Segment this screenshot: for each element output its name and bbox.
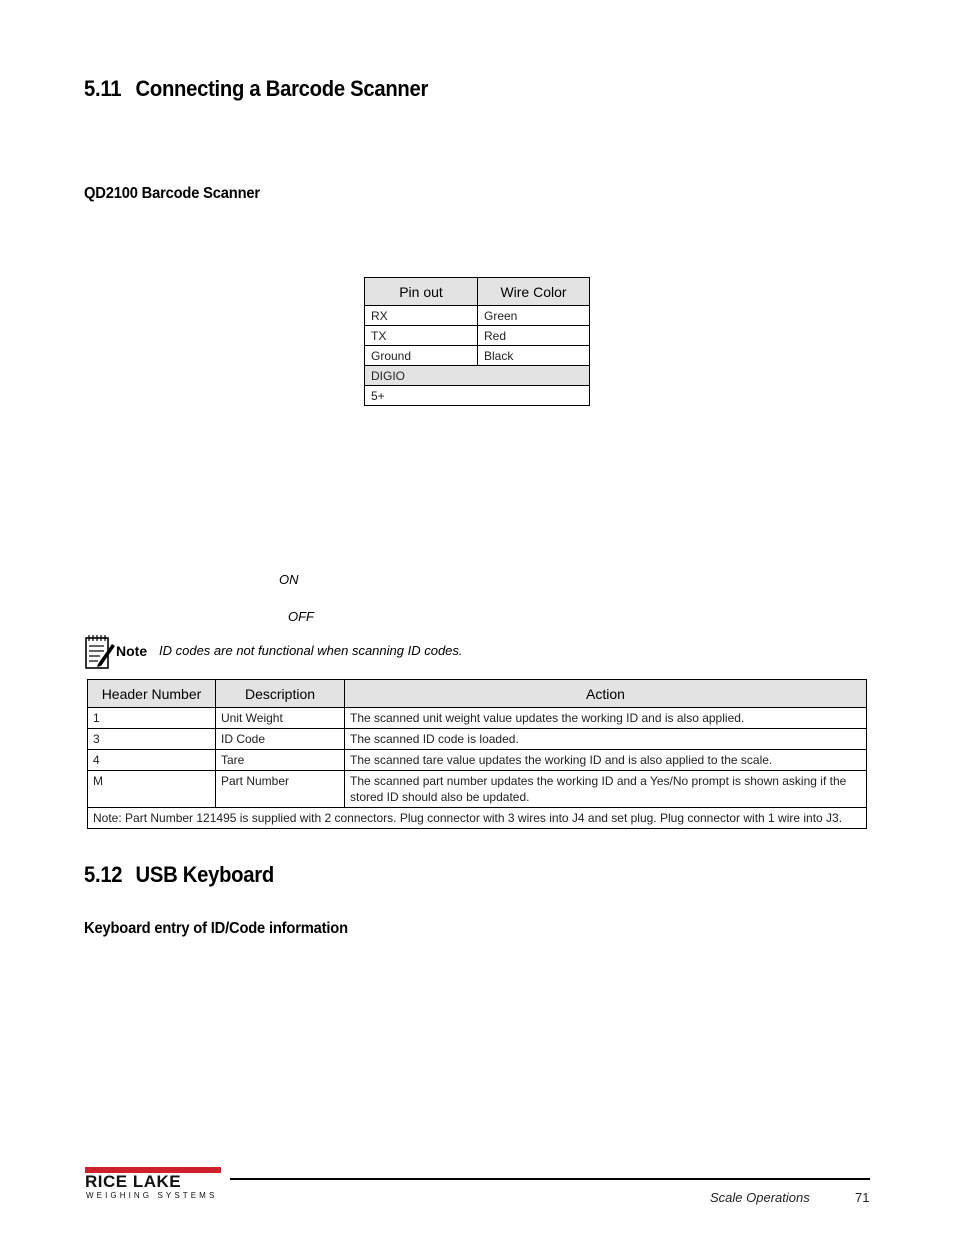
table-cell: ID Code [216, 729, 345, 750]
table-cell: The scanned part number updates the working ID and a Yes/No prompt is shown asking if the stored ID should also be updated. [345, 771, 867, 808]
logo-sub: WEIGHING SYSTEMS [86, 1191, 218, 1200]
note-icon [84, 634, 116, 670]
pinout-cell: TX [365, 326, 478, 346]
pinout-header-color: Wire Color [478, 278, 590, 306]
header-col-description: Description [216, 680, 345, 708]
section-title: USB Keyboard [135, 862, 274, 887]
pinout-cell: 5+ [365, 386, 590, 406]
table-cell: 1 [88, 708, 216, 729]
note-label: Note [116, 643, 148, 659]
table-cell: M [88, 771, 216, 808]
page-number: 71 [855, 1190, 870, 1205]
pinout-row [365, 326, 590, 346]
section-heading-5-12 [84, 862, 274, 888]
section-number: 5.12 [84, 862, 123, 887]
subheading-keyboard: Keyboard entry of ID/Code information [84, 920, 348, 937]
pinout-cell: Black [478, 346, 590, 366]
pinout-cell: Green [478, 306, 590, 326]
table-row [88, 729, 867, 750]
table-cell: 4 [88, 750, 216, 771]
section-number: 5.11 [84, 76, 122, 101]
table-cell: 3 [88, 729, 216, 750]
table-footnote-row [88, 808, 867, 829]
pinout-cell: DIGIO [365, 366, 590, 386]
pinout-row [365, 386, 590, 406]
on-label: ON [279, 572, 299, 587]
pinout-header-pin: Pin out [365, 278, 478, 306]
pinout-cell: RX [365, 306, 478, 326]
table-row [88, 750, 867, 771]
off-label: OFF [288, 609, 314, 624]
logo-main: RICE LAKE [85, 1172, 182, 1191]
table-cell: Unit Weight [216, 708, 345, 729]
table-cell: Part Number [216, 771, 345, 808]
table-cell: The scanned tare value updates the working ID and is also applied to the scale. [345, 750, 867, 771]
pinout-cell: Ground [365, 346, 478, 366]
pinout-cell: Red [478, 326, 590, 346]
table-cell: Tare [216, 750, 345, 771]
section-heading-5-11 [84, 76, 428, 102]
table-row [88, 771, 867, 808]
pinout-row [365, 346, 590, 366]
footer-section: Scale Operations [710, 1190, 810, 1205]
table-cell: The scanned ID code is loaded. [345, 729, 867, 750]
footer-rule [230, 1178, 870, 1180]
section-title: Connecting a Barcode Scanner [135, 76, 429, 101]
table-cell: The scanned unit weight value updates the working ID and is also applied. [345, 708, 867, 729]
pinout-header-row [365, 278, 590, 306]
note-text: ID codes are not functional when scanning ID codes. [159, 643, 463, 658]
subheading-qd2100: QD2100 Barcode Scanner [84, 185, 260, 202]
header-col-number: Header Number [88, 680, 216, 708]
pinout-row [365, 306, 590, 326]
pinout-table [364, 277, 590, 406]
barcode-header-table [87, 679, 867, 829]
table-row [88, 708, 867, 729]
table-footnote: Note: Part Number 121495 is supplied with 2 connectors. Plug connector with 3 wires into J4 and set plug. Plug connector with 1 wire into J3. [88, 808, 867, 829]
pinout-row [365, 366, 590, 386]
header-col-action: Action [345, 680, 867, 708]
header-table-header-row [88, 680, 867, 708]
